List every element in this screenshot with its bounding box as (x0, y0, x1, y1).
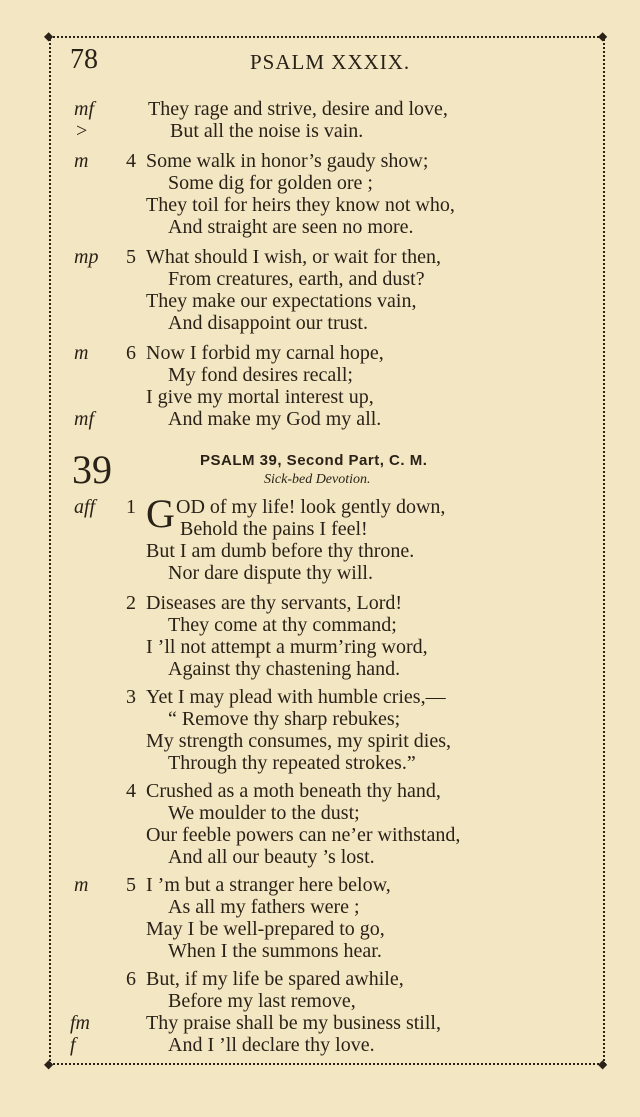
verse-number: 6 (126, 342, 136, 364)
verse-number: 6 (126, 968, 136, 990)
hymn-number: 39 (72, 447, 112, 492)
right-border-rule (603, 36, 605, 1064)
dynamic-mark: mf (74, 408, 94, 430)
verse-line: Our feeble powers can ne’er withstand, (146, 824, 461, 846)
corner-ornament-icon: ◆ (598, 1057, 608, 1071)
hymn-subtitle: Sick-bed Devotion. (264, 472, 371, 487)
verse-line: I ’ll not attempt a murm’ring word, (146, 636, 428, 658)
top-border-rule (50, 36, 606, 38)
corner-ornament-icon: ◆ (598, 29, 608, 43)
verse-line: They come at thy command; (168, 614, 397, 636)
verse-line: And disappoint our trust. (168, 312, 368, 334)
verse-number: 4 (126, 150, 136, 172)
verse-number: 1 (126, 496, 136, 518)
verse-line: My strength consumes, my spirit dies, (146, 730, 451, 752)
verse-line: And I ’ll declare thy love. (168, 1034, 375, 1056)
verse-line: When I the summons hear. (168, 940, 382, 962)
verse-line: But I am dumb before thy throne. (146, 540, 415, 562)
verse-line: Through thy repeated strokes.” (168, 752, 416, 774)
verse-line: Diseases are thy servants, Lord! (146, 592, 403, 614)
hymn-title: PSALM 39, Second Part, C. M. (200, 452, 428, 469)
verse-line: “ Remove thy sharp rebukes; (168, 708, 401, 730)
verse-line: Against thy chastening hand. (168, 658, 401, 680)
verse-line: Some dig for golden ore ; (168, 172, 373, 194)
verse-line: They make our expectations vain, (146, 290, 417, 312)
dynamic-mark: m (74, 342, 89, 364)
running-head: PSALM XXXIX. (250, 50, 411, 74)
verse-number: 2 (126, 592, 136, 614)
verse-line: My fond desires recall; (168, 364, 353, 386)
drop-cap: G (146, 491, 175, 536)
dynamic-mark: > (76, 120, 88, 142)
verse-line: As all my fathers were ; (168, 896, 360, 918)
verse-line: Before my last remove, (168, 990, 356, 1012)
verse-line: Thy praise shall be my business still, (146, 1012, 441, 1034)
verse-line: And straight are seen no more. (168, 216, 414, 238)
verse-line: We moulder to the dust; (168, 802, 360, 824)
verse-line: Some walk in honor’s gaudy show; (146, 150, 429, 172)
left-border-rule (49, 36, 51, 1064)
verse-line: But all the noise is vain. (170, 120, 364, 142)
dynamic-mark: fm (70, 1012, 90, 1034)
page-number: 78 (70, 44, 98, 75)
verse-line: They toil for heirs they know not who, (146, 194, 455, 216)
verse-line: I give my mortal interest up, (146, 386, 374, 408)
verse-line: May I be well-prepared to go, (146, 918, 385, 940)
verse-line: And all our beauty ’s lost. (168, 846, 375, 868)
verse-line: They rage and strive, desire and love, (148, 98, 448, 120)
verse-line: But, if my life be spared awhile, (146, 968, 404, 990)
dynamic-mark: mf (74, 98, 94, 120)
verse-line: Nor dare dispute thy will. (168, 562, 373, 584)
dynamic-mark: f (70, 1034, 76, 1056)
corner-ornament-icon: ◆ (44, 29, 54, 43)
bottom-border-rule (50, 1063, 606, 1065)
verse-line: Now I forbid my carnal hope, (146, 342, 384, 364)
verse-line: Crushed as a moth beneath thy hand, (146, 780, 441, 802)
dynamic-mark: mp (74, 246, 99, 268)
verse-line: What should I wish, or wait for then, (146, 246, 441, 268)
verse-line: From creatures, earth, and dust? (168, 268, 425, 290)
dynamic-mark: m (74, 874, 89, 896)
verse-number: 4 (126, 780, 136, 802)
verse-line: I ’m but a stranger here below, (146, 874, 391, 896)
verse-number: 5 (126, 874, 136, 896)
verse-number: 3 (126, 686, 136, 708)
dynamic-mark: aff (74, 496, 96, 518)
corner-ornament-icon: ◆ (44, 1057, 54, 1071)
verse-line: And make my God my all. (168, 408, 382, 430)
verse-line: Yet I may plead with humble cries,— (146, 686, 446, 708)
verse-line: OD of my life! look gently down, (176, 496, 446, 518)
verse-line: Behold the pains I feel! (180, 518, 368, 540)
verse-number: 5 (126, 246, 136, 268)
dynamic-mark: m (74, 150, 89, 172)
